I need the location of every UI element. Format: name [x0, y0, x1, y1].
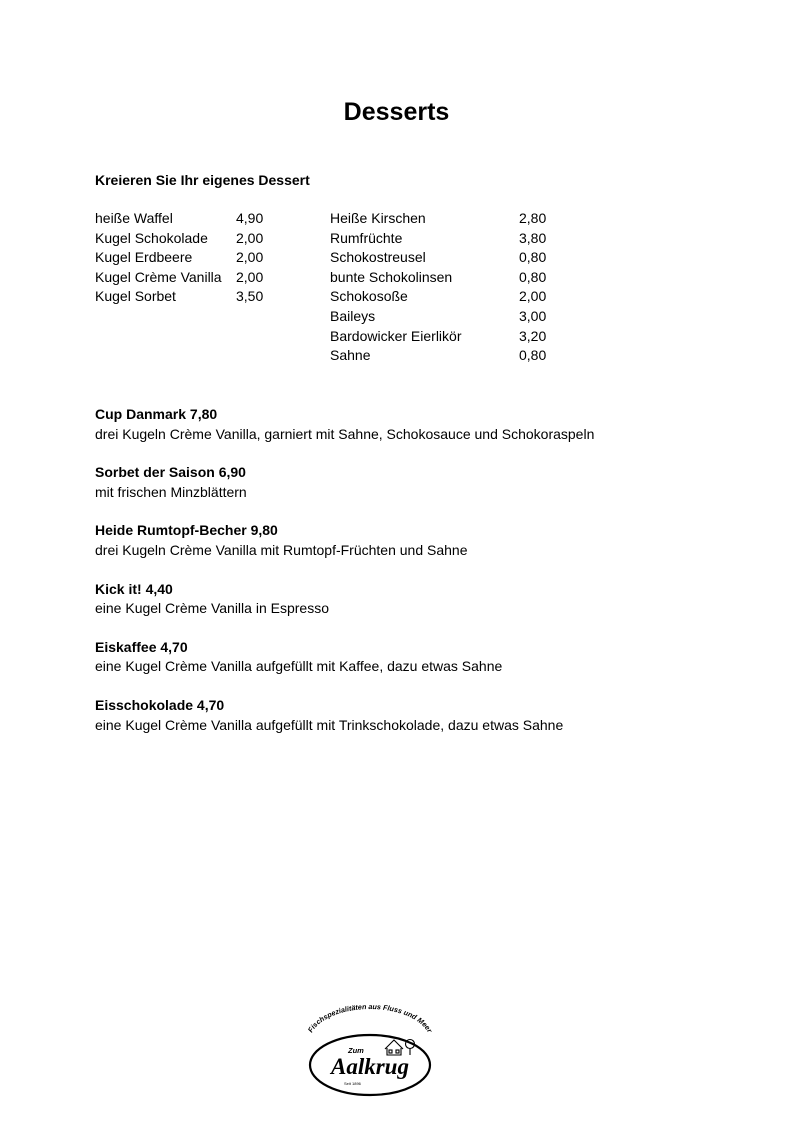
list-item [95, 229, 263, 249]
item-name: Sahne [330, 347, 371, 364]
list-item [330, 346, 546, 366]
list-item [330, 327, 546, 347]
item-name: Bardowicker Eierlikör [330, 327, 462, 344]
item-price: 0,80 [519, 347, 547, 364]
special-description: mit frischen Minzblättern [95, 483, 247, 500]
special-description: eine Kugel Crème Vanilla in Espresso [95, 600, 329, 617]
list-item [330, 229, 546, 249]
item-name: Kugel Crème Vanilla [95, 268, 222, 285]
item-price: 3,00 [519, 307, 547, 324]
logo-name: Aalkrug [331, 1054, 409, 1079]
special-name: Heide Rumtopf-Becher 9,80 [95, 522, 278, 539]
item-price: 2,00 [236, 249, 264, 266]
item-price: 2,80 [519, 210, 547, 226]
item-name: bunte Schokolinsen [330, 268, 453, 285]
special-name: Sorbet der Saison 6,90 [95, 464, 246, 481]
item-price: 2,00 [236, 229, 264, 246]
special-name: Eisschokolade 4,70 [95, 696, 225, 713]
list-item [330, 248, 546, 268]
special-item [95, 463, 594, 502]
special-description: drei Kugeln Crème Vanilla mit Rumtopf-Früchten und Sahne [95, 541, 468, 558]
special-name: Eiskaffee 4,70 [95, 638, 188, 655]
list-item [330, 287, 546, 307]
logo-since: Seit 1896 [344, 1081, 361, 1086]
special-description: eine Kugel Crème Vanilla aufgefüllt mit Trinkschokolade, dazu etwas Sahne [95, 716, 564, 733]
list-item [330, 268, 546, 288]
restaurant-logo [302, 1003, 438, 1099]
special-item [95, 580, 594, 619]
item-name: heiße Waffel [95, 210, 173, 226]
item-price: 2,00 [519, 288, 547, 305]
special-description: drei Kugeln Crème Vanilla, garniert mit Sahne, Schokosauce und Schokoraspeln [95, 425, 595, 442]
item-price: 3,20 [519, 327, 547, 344]
list-item [95, 248, 263, 268]
create-dessert-list-right [330, 209, 546, 366]
item-name: Kugel Sorbet [95, 288, 176, 305]
page-title: Desserts [343, 98, 450, 126]
item-name: Rumfrüchte [330, 229, 403, 246]
item-price: 4,90 [236, 210, 264, 226]
item-name: Schokosoße [330, 288, 408, 305]
logo-arc-text: Fischspezialitäten aus Fluss und Meer [305, 1003, 435, 1035]
item-price: 3,50 [236, 288, 264, 305]
special-item [95, 638, 594, 677]
special-name: Cup Danmark 7,80 [95, 406, 218, 422]
item-price: 3,80 [519, 229, 547, 246]
item-name: Heiße Kirschen [330, 210, 426, 226]
list-item [95, 209, 263, 229]
item-name: Kugel Erdbeere [95, 249, 193, 266]
section-subheading: Kreieren Sie Ihr eigenes Dessert [95, 172, 310, 188]
dessert-specials [95, 405, 594, 754]
list-item [330, 307, 546, 327]
item-name: Schokostreusel [330, 249, 426, 266]
special-item [95, 696, 594, 735]
item-name: Kugel Schokolade [95, 229, 208, 246]
item-price: 0,80 [519, 268, 547, 285]
list-item [95, 268, 263, 288]
item-name: Baileys [330, 307, 376, 324]
list-item [330, 209, 546, 229]
special-name: Kick it! 4,40 [95, 580, 173, 597]
create-dessert-list-left [95, 209, 263, 307]
special-description: eine Kugel Crème Vanilla aufgefüllt mit Kaffee, dazu etwas Sahne [95, 658, 503, 675]
logo-prefix: Zum [348, 1046, 364, 1055]
item-price: 2,00 [236, 268, 264, 285]
special-item [95, 405, 594, 444]
item-price: 0,80 [519, 249, 547, 266]
special-item [95, 521, 594, 560]
list-item [95, 287, 263, 307]
